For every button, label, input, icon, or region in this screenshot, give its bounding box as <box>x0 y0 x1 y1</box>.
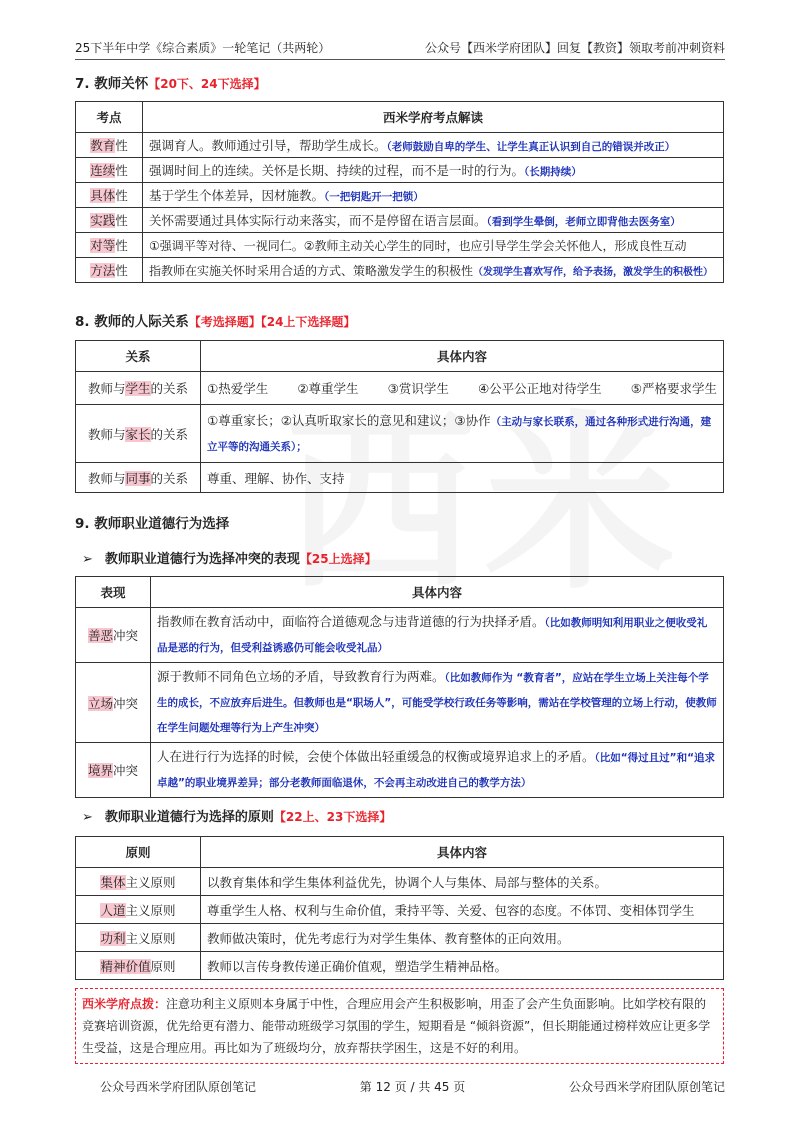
table-row: 实践性 关怀需要通过具体实际行动来落实，而不是停留在语言层面。（看到学生晕倒，老师立即背他去医务室） <box>76 208 724 233</box>
header-right: 公众号【西米学府团队】回复【教资】领取考前冲刺资料 <box>424 41 725 55</box>
col-header: 西米学府考点解读 <box>143 102 724 133</box>
col-header: 表现 <box>76 577 151 608</box>
table-row: 人道主义原则 尊重学生人格、权利与生命价值，秉持平等、关爱、包容的态度。不体罚、变相体罚学生 <box>76 896 724 924</box>
table-row: 善恶冲突 指教师在教育活动中，面临符合道德观念与违背道德的行为抉择矛盾。（比如教师明知利用职业之便收受礼品是恶的行为，但受利益诱惑仍可能会收受礼品） <box>76 608 724 663</box>
conflict-table <box>75 576 724 798</box>
table-row: 立场冲突 源于教师不同角色立场的矛盾，导致教育行为两难。（比如教师作为 “教育者”，应站在学生立场上关注每个学生的成长，不应放弃后进生。但教师也是“职场人”，可能受学校行政任务等影响，需站在学校管理的立场上行动，使教师在学生问题处理等行为上产生冲突） <box>76 663 724 743</box>
footer-left: 公众号西米学府团队原创笔记 <box>100 1080 257 1094</box>
col-header: 关系 <box>76 341 201 372</box>
tip-text: 注意功利主义原则本身属于中性，合理应用会产生积极影响，用歪了会产生负面影响。比如学校有限的竞赛培训资源，优先给更有潜力、能带动班级学习氛围的学生，短期看是 “倾斜资源”，但长期能通过榜样效应让更多学生受益，这是合理应用。再比如为了班级均分，放弃帮扶学困生，这是不好的利用。 <box>82 997 711 1055</box>
subsection-principles-title: ➢ 教师职业道德行为选择的原则【22上、23下选择】 <box>82 810 392 825</box>
subsection-conflict-title: ➢ 教师职业道德行为选择冲突的表现【25上选择】 <box>82 552 377 567</box>
tip-label: 西米学府点拨： <box>82 997 167 1011</box>
section-8-tag: 【考选择题】【24上下选择题】 <box>188 315 356 329</box>
header-left: 25下半年中学《综合素质》一轮笔记（共两轮） <box>75 41 331 55</box>
section-7-title: 7. 教师关怀【20下、24下选择】 <box>75 76 266 92</box>
col-header: 原则 <box>76 837 201 868</box>
col-header: 具体内容 <box>201 341 724 372</box>
table-row: 方法性 指教师在实施关怀时采用合适的方式、策略激发学生的积极性（发现学生喜欢写作，给予表扬，激发学生的积极性） <box>76 258 724 283</box>
page-footer <box>100 1078 725 1095</box>
tip-box <box>75 988 724 1064</box>
table-row: 连续性 强调时间上的连续。关怀是长期、持续的过程，而不是一时的行为。（长期持续） <box>76 158 724 183</box>
table-row: 教师与同事的关系 尊重、理解、协作、支持 <box>76 463 724 493</box>
table-row: 教师与家长的关系 ①尊重家长；②认真听取家长的意见和建议；③协作（主动与家长联系，通过各种形式进行沟通，建立平等的沟通关系）； <box>76 405 724 463</box>
table-row: 功利主义原则 教师做决策时，优先考虑行为对学生集体、教育整体的正向效用。 <box>76 924 724 952</box>
table-row: 具体性 基于学生个体差异，因材施教。（一把钥匙开一把锁） <box>76 183 724 208</box>
section-7-tag: 【20下、24下选择】 <box>148 77 266 91</box>
principles-table <box>75 836 724 980</box>
page-number: 第 12 页 / 共 45 页 <box>359 1080 466 1094</box>
section-8-title: 8. 教师的人际关系【考选择题】【24上下选择题】 <box>75 314 356 330</box>
table-row: 对等性 ①强调平等对待、一视同仁。②教师主动关心学生的同时，也应引导学生学会关怀他人，形成良性互动 <box>76 233 724 258</box>
table-row: 精神价值原则 教师以言传身教传递正确价值观，塑造学生精神品格。 <box>76 952 724 980</box>
col-header: 具体内容 <box>151 577 724 608</box>
col-header: 具体内容 <box>201 837 724 868</box>
table-row: 集体主义原则 以教育集体和学生集体利益优先，协调个人与集体、局部与整体的关系。 <box>76 868 724 896</box>
footer-right: 公众号西米学府团队原创笔记 <box>568 1080 725 1094</box>
table-row: 教育性 强调育人。教师通过引导，帮助学生成长。（老师鼓励自卑的学生、让学生真正认识到自己的错误并改正） <box>76 133 724 158</box>
table-row: 境界冲突 人在进行行为选择的时候，会使个体做出轻重缓急的权衡或境界追求上的矛盾。（比如“得过且过”和“追求卓越”的职业境界差异；部分老教师面临退休，不会再主动改进自己的教学方法） <box>76 743 724 798</box>
table-row: 教师与学生的关系 ①热爱学生 ②尊重学生 ③赏识学生 ④公平公正地对待学生 ⑤严格要求学生 <box>76 372 724 405</box>
col-header: 考点 <box>76 102 143 133</box>
care-table <box>75 101 724 283</box>
section-9-title: 9. 教师职业道德行为选择 <box>75 516 230 532</box>
page-header <box>75 39 725 60</box>
relations-table <box>75 340 724 493</box>
